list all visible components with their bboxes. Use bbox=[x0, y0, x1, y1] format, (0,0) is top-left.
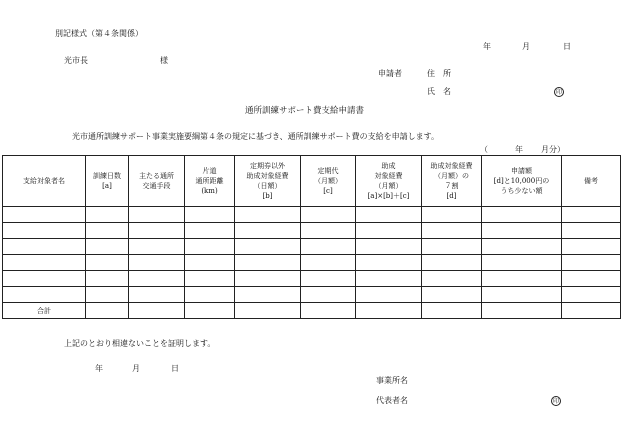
table-cell[interactable] bbox=[562, 255, 621, 271]
table-cell[interactable] bbox=[482, 271, 562, 287]
table-cell[interactable] bbox=[301, 255, 356, 271]
header-line: 定期券以外 bbox=[250, 162, 285, 170]
table-cell[interactable] bbox=[3, 207, 86, 223]
table-cell[interactable] bbox=[235, 271, 301, 287]
date-year-label: 年 bbox=[483, 42, 491, 51]
col-header-remarks bbox=[562, 156, 621, 207]
addressee-suffix: 様 bbox=[160, 56, 168, 65]
col-header-commuter-pass bbox=[301, 156, 356, 207]
col-header-training-days bbox=[86, 156, 129, 207]
header-line: [a]×[b]＋[c] bbox=[367, 192, 410, 200]
col-header-requested-amount bbox=[482, 156, 562, 207]
table-cell[interactable] bbox=[3, 223, 86, 239]
total-row bbox=[3, 303, 621, 319]
table-cell[interactable] bbox=[356, 207, 422, 223]
table-cell[interactable] bbox=[356, 255, 422, 271]
table-cell[interactable] bbox=[185, 287, 235, 303]
intro-statement: 光市通所訓練サポート事業実施要綱第４条の規定に基づき、通所訓練サポート費の支給を申請します。 bbox=[72, 132, 440, 141]
cert-day-label: 日 bbox=[171, 364, 179, 373]
table-cell[interactable] bbox=[356, 223, 422, 239]
header-line: 通所距離 bbox=[195, 177, 224, 185]
header-line: 片道 bbox=[202, 167, 217, 175]
table-cell[interactable] bbox=[301, 223, 356, 239]
total-cell[interactable] bbox=[185, 303, 235, 319]
table-cell[interactable] bbox=[235, 207, 301, 223]
applicant-label: 申請者 bbox=[378, 69, 402, 78]
total-cell[interactable] bbox=[562, 303, 621, 319]
header-line: 助成対象経費 bbox=[246, 172, 289, 180]
table-cell[interactable] bbox=[482, 239, 562, 255]
col-header-seventy-percent bbox=[422, 156, 482, 207]
table-cell[interactable] bbox=[422, 271, 482, 287]
table-cell[interactable] bbox=[562, 223, 621, 239]
table-cell[interactable] bbox=[562, 207, 621, 223]
table-cell[interactable] bbox=[86, 271, 129, 287]
table-cell[interactable] bbox=[301, 271, 356, 287]
table-cell[interactable] bbox=[562, 271, 621, 287]
table-cell[interactable] bbox=[3, 255, 86, 271]
total-cell[interactable] bbox=[301, 303, 356, 319]
table-row bbox=[3, 255, 621, 271]
header-line: [b] bbox=[262, 192, 273, 200]
table-cell[interactable] bbox=[185, 239, 235, 255]
table-cell[interactable] bbox=[86, 255, 129, 271]
table-cell[interactable] bbox=[562, 287, 621, 303]
table-cell[interactable] bbox=[3, 271, 86, 287]
table-cell[interactable] bbox=[422, 207, 482, 223]
header-line: 定期代 bbox=[317, 167, 339, 175]
table-cell[interactable] bbox=[301, 207, 356, 223]
col-header-transport-mode bbox=[129, 156, 185, 207]
address-label: 住 所 bbox=[427, 69, 451, 78]
table-cell[interactable] bbox=[235, 255, 301, 271]
header-line: うち少ない額 bbox=[500, 187, 543, 195]
header-line: 助成対象経費 bbox=[430, 162, 473, 170]
header-line: 交通手段 bbox=[142, 182, 171, 190]
header-line: ７割 bbox=[444, 182, 459, 190]
period-open: （ bbox=[480, 145, 488, 154]
table-cell[interactable] bbox=[422, 287, 482, 303]
table-row bbox=[3, 207, 621, 223]
table-body bbox=[3, 207, 621, 319]
total-label: 合計 bbox=[3, 303, 86, 319]
table-cell[interactable] bbox=[422, 223, 482, 239]
table-cell[interactable] bbox=[129, 239, 185, 255]
table-row bbox=[3, 239, 621, 255]
header-line: （月額）の bbox=[434, 172, 469, 180]
table-cell[interactable] bbox=[3, 287, 86, 303]
table-cell[interactable] bbox=[129, 223, 185, 239]
period-month: 月分） bbox=[541, 145, 565, 154]
table-cell[interactable] bbox=[301, 287, 356, 303]
table-row bbox=[3, 271, 621, 287]
table-cell[interactable] bbox=[422, 255, 482, 271]
table-cell[interactable] bbox=[129, 287, 185, 303]
table-cell[interactable] bbox=[482, 223, 562, 239]
representative-label: 代表者名 bbox=[376, 396, 408, 405]
table-cell[interactable] bbox=[301, 239, 356, 255]
col-header-daily-expense bbox=[235, 156, 301, 207]
applicant-seal-icon: 印 bbox=[555, 89, 562, 96]
office-name-label: 事業所名 bbox=[376, 376, 408, 385]
table-row bbox=[3, 223, 621, 239]
table-cell[interactable] bbox=[86, 207, 129, 223]
date-day-label: 日 bbox=[563, 42, 571, 51]
table-cell[interactable] bbox=[129, 255, 185, 271]
header-line: [d]と10,000円の bbox=[493, 177, 550, 185]
table-cell[interactable] bbox=[185, 271, 235, 287]
col-header-one-way-distance bbox=[185, 156, 235, 207]
table-cell[interactable] bbox=[185, 255, 235, 271]
table-cell[interactable] bbox=[3, 239, 86, 255]
table-cell[interactable] bbox=[482, 207, 562, 223]
header-line: 備考 bbox=[584, 177, 598, 185]
table-cell[interactable] bbox=[86, 223, 129, 239]
header-line: [d] bbox=[446, 192, 457, 200]
col-header-monthly-expense bbox=[356, 156, 422, 207]
table-row bbox=[3, 287, 621, 303]
table-header-row bbox=[3, 156, 621, 207]
total-cell[interactable] bbox=[86, 303, 129, 319]
document-title: 通所訓練サポート費支給申請書 bbox=[245, 106, 365, 116]
header-line: [c] bbox=[323, 187, 333, 195]
form-reference: 別記様式（第４条関係） bbox=[55, 29, 143, 38]
table-cell[interactable] bbox=[86, 287, 129, 303]
table-cell[interactable] bbox=[356, 271, 422, 287]
header-line: 支給対象者名 bbox=[23, 177, 65, 185]
header-line: 主たる通所 bbox=[139, 172, 174, 180]
table-cell[interactable] bbox=[356, 239, 422, 255]
table-cell[interactable] bbox=[562, 239, 621, 255]
cert-month-label: 月 bbox=[132, 364, 140, 373]
total-cell[interactable] bbox=[235, 303, 301, 319]
table-cell[interactable] bbox=[356, 287, 422, 303]
date-month-label: 月 bbox=[522, 42, 530, 51]
table-cell[interactable] bbox=[185, 207, 235, 223]
table-cell[interactable] bbox=[185, 223, 235, 239]
header-line: 対象経費 bbox=[374, 172, 403, 180]
header-line: 訓練日数 bbox=[93, 172, 121, 180]
col-header-recipient-name bbox=[3, 156, 86, 207]
header-line: （月額） bbox=[374, 182, 403, 190]
table-cell[interactable] bbox=[129, 207, 185, 223]
certification-statement: 上記のとおり相違ないことを証明します。 bbox=[64, 339, 216, 348]
application-table bbox=[2, 155, 621, 319]
name-label: 氏 名 bbox=[427, 87, 451, 96]
table-cell[interactable] bbox=[235, 223, 301, 239]
total-cell[interactable] bbox=[129, 303, 185, 319]
header-line: （日額） bbox=[253, 182, 282, 190]
cert-year-label: 年 bbox=[95, 364, 103, 373]
header-line: [a] bbox=[102, 182, 112, 190]
table-cell[interactable] bbox=[235, 287, 301, 303]
table-cell[interactable] bbox=[482, 287, 562, 303]
header-line: 申請額 bbox=[511, 167, 532, 175]
representative-seal-icon: 印 bbox=[552, 398, 559, 405]
table-cell[interactable] bbox=[482, 255, 562, 271]
period-year: 年 bbox=[515, 145, 523, 154]
total-cell[interactable] bbox=[356, 303, 422, 319]
table-cell[interactable] bbox=[129, 271, 185, 287]
total-cell[interactable] bbox=[482, 303, 562, 319]
table-cell[interactable] bbox=[86, 239, 129, 255]
header-line: 助成 bbox=[381, 162, 396, 170]
table-cell[interactable] bbox=[235, 239, 301, 255]
total-cell[interactable] bbox=[422, 303, 482, 319]
header-line: （月額） bbox=[314, 177, 342, 185]
table-cell[interactable] bbox=[422, 239, 482, 255]
addressee: 光市長 bbox=[64, 56, 88, 65]
header-line: (km) bbox=[201, 187, 218, 195]
